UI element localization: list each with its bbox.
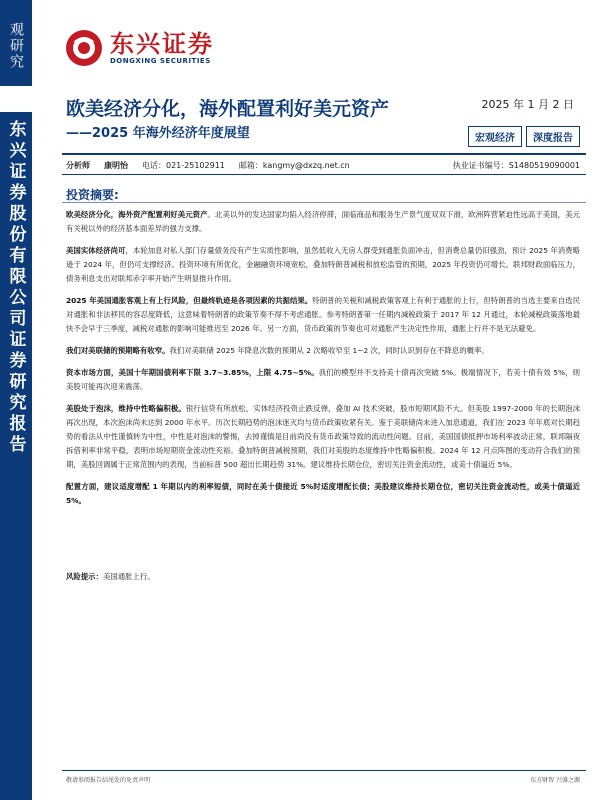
logo-name-cn: 东兴证券: [110, 30, 214, 58]
risk-note: [66, 571, 155, 582]
company-logo: [64, 28, 214, 68]
analyst-label: 分析师: [66, 161, 90, 170]
header-divider: [62, 153, 586, 155]
tag-macro: 宏观经济: [468, 126, 522, 147]
summary-paragraph: 配置方面，建议适度增配 1 年期以内的利率短债，同时在美十债接近 5%时适度增配长债；美股建议维持长期仓位，密切关注资金流动性，或美十债逼近 5%。: [66, 482, 580, 505]
summary-paragraph: 美国实体经济尚可，本轮加息对私人部门存量债务没有产生实质性影响，虽然低收入无房人群受到通胀负面冲击，但消费总量仍旧强劲，预计 2025 年消费略逊于 2024 年，但仍可支撑经济。投资环境有所优化，金融融资环境宽松，叠加特朗普减税和放松监管的预期，2025 年投资仍可增长。联邦财政面临压力，债务利息支出对联邦赤字率开始产生明显推升作用。: [66, 246, 580, 283]
report-date: 2025 年 1 月 2 日: [481, 98, 574, 111]
analyst-phone: 电话：021-25102911: [142, 161, 225, 170]
sidebar-divider: [0, 86, 32, 112]
analyst-email: 邮箱：kangmy@dxzq.net.cn: [238, 161, 350, 170]
summary-heading: 投资摘要:: [66, 188, 119, 202]
analyst-info: [66, 160, 580, 171]
tag-deep-report: 深度报告: [526, 126, 580, 147]
sidebar-company-label: 东兴证券股份有限公司证券研究报告: [5, 120, 26, 456]
summary-body: [66, 208, 580, 516]
risk-label: 风险提示：: [66, 572, 103, 581]
report-subtitle: ——2025 年海外经济年度展望: [66, 126, 250, 141]
summary-paragraph: 2025 年美国通胀客观上有上行风险，但最终轨迹是各项因素的共振结果。特朗普的关税和减税政策客观上有利于通胀的上行，但特朗普的当选主要来自选民对通胀和非法移民的容忍度降低，这意味着特朗普的政策节奏不得不考虑通胀。参考特朗普第一任期内减税政策于 2017 年 12 月通过，本轮减税政策落地最快不会早于三季度，减税对通胀的影响可能推迟至 2026 年。另一方面，货币政策的节奏也可对通胀产生决定性作用，通胀上行并不是无法避免。: [66, 296, 580, 333]
footer-slogan: 东方财智 兴盛之源: [530, 777, 580, 784]
sidebar-top-label: 观研究: [8, 22, 24, 70]
info-divider: [62, 174, 586, 175]
logo-mark-icon: [64, 28, 104, 68]
summary-paragraph: 资本市场方面，美国十年期国债利率下限 3.7~3.85%，上限 4.75~5%。我们的模型并不支持美十债再次突破 5%。极端情况下，若美十债有效 5%，则美股可能再次迎来震荡。: [66, 368, 580, 391]
analyst-name: 康明怡: [104, 161, 128, 170]
summary-paragraph: 欧美经济分化，海外资产配置利好美元资产。北美以外的发达国家均陷入经济停滞，面临商品和服务生产景气度双双下滑，欧洲阵营紧迫性远高于美国，美元有关税以外的经济基本面差异的强力支撑。: [66, 210, 580, 233]
summary-paragraph: 美股处于泡沫，维持中性略偏积极。银行信贷有所放松，实体经济投资止跌反弹，叠加 AI 技术突破，股市短期风险不大。但美股 1997-2000 年的长期泡沫再次出现，本次泡沫尚未达到 2000 年水平。历次长期趋势的泡沫迷灭均与货币政策收紧有关。鉴于美联储尚未进入加息通道，我们在 2023 年年底对长期趋势的看法从中性谨慎转为中性，中性是对泡沫的警惕，去掉谨慎是目前尚没有货币政策导致的流动性问题。目前，美国国债抵押市场利率波动正常，联邦隔夜拆借利率非常平稳，表明市场短期资金流动性充裕。叠加特朗普减税预期，我们对美股的态度维持中性略偏积极。2024 年 12 月点阵图的变动符合我们的预期，美股回调属于正常范围内的表现，当前标普 500 超出长期趋势 31%。建议维持长期仓位，密切关注资金流动性，或美十债逼近 5%。: [66, 404, 580, 469]
analyst-cert: 执业证书编号：S1480519090001: [452, 161, 580, 170]
footer-divider: [62, 770, 586, 771]
summary-paragraph: 我们对美联储的预期略有收窄。我们对美联储 2025 年降息次数的预期从 2 次略收窄至 1~2 次，同时认识到存在不降息的概率。: [66, 346, 489, 355]
report-title: 欧美经济分化，海外配置利好美元资产: [66, 98, 390, 120]
logo-name-en: DONGXING SECURITIES: [110, 57, 211, 65]
report-tags: [468, 126, 580, 147]
footer-disclaimer: 敬请参阅报告结尾处的免责声明: [66, 777, 151, 784]
summary-divider: [62, 202, 586, 203]
risk-text: 美国通胀上行。: [102, 572, 155, 581]
